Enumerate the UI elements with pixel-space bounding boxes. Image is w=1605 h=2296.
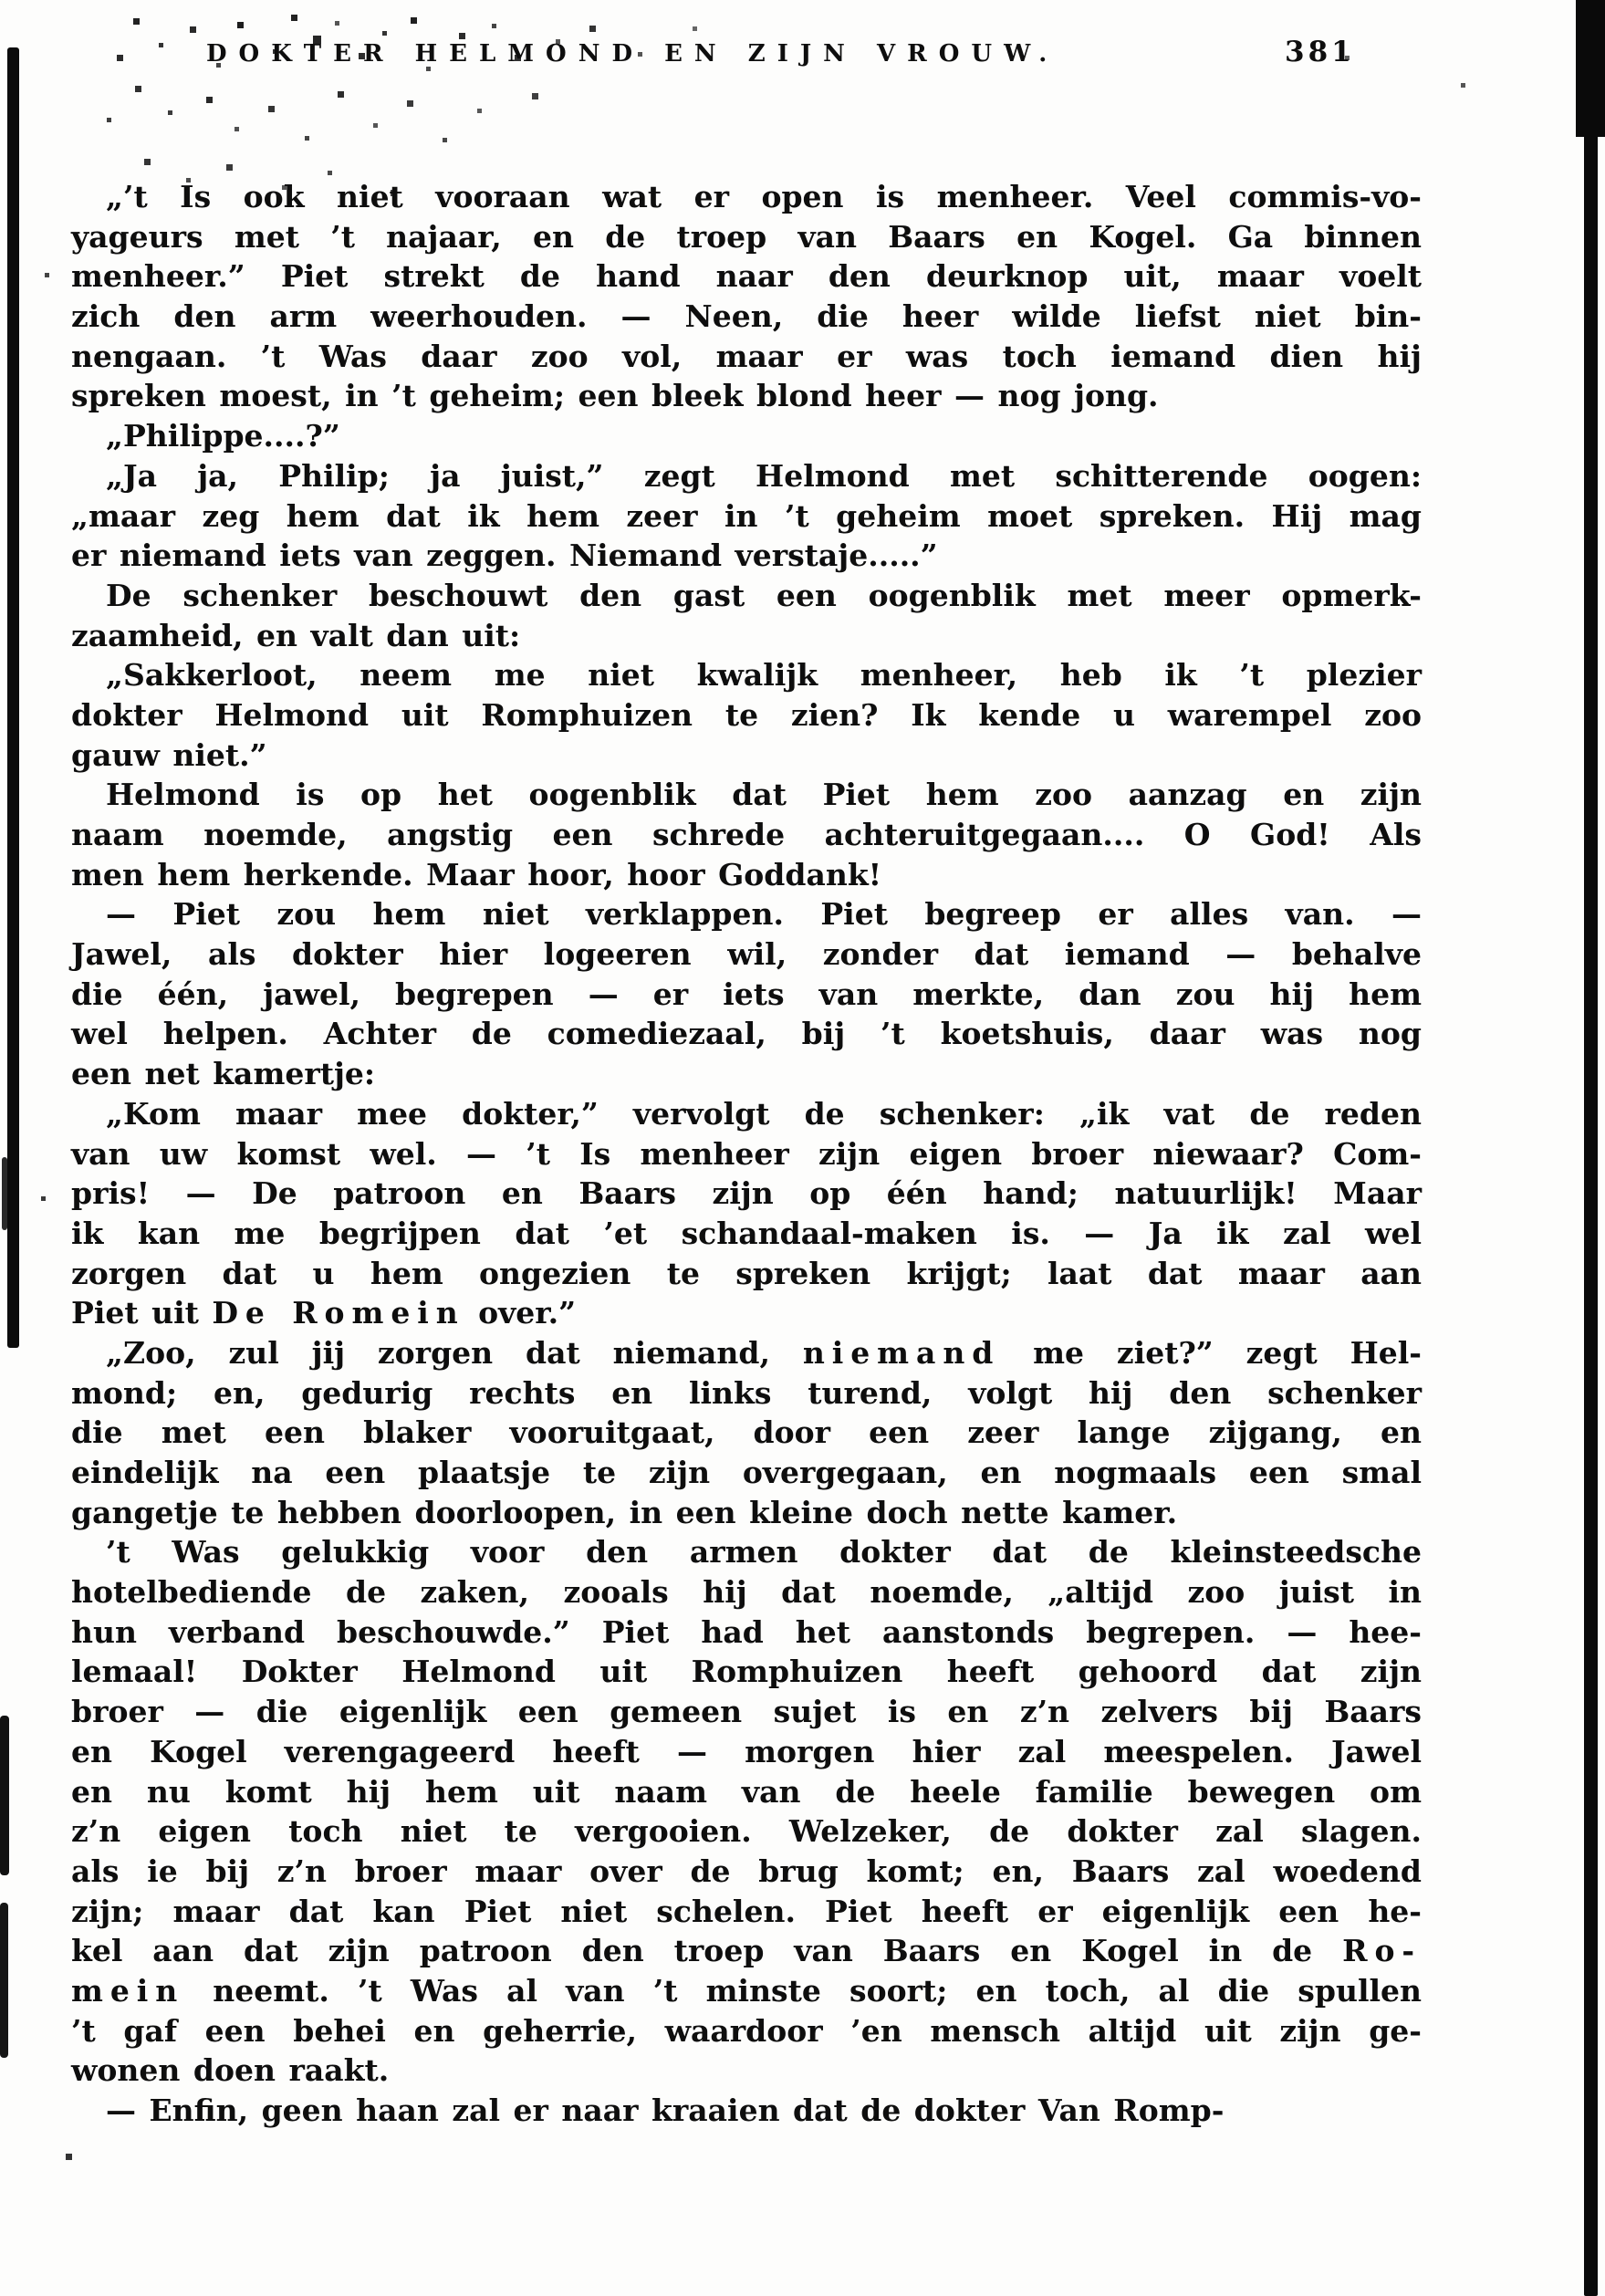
text-line (71, 1971, 1422, 2011)
left-margin-ink-blot (0, 1716, 9, 1875)
text-line (71, 775, 1422, 815)
text-line (71, 695, 1422, 736)
text-line (71, 576, 1422, 616)
text-line (71, 1612, 1422, 1653)
text-segment: nengaan. ’t Was daar zoo vol, maar er was toch iemand dien hij (71, 338, 1422, 374)
text-segment: zorgen dat u hem ongezien te spreken krijgt; laat dat maar aan (71, 1255, 1422, 1291)
text-line (71, 376, 1422, 416)
scan-noise-speckles (0, 0, 3, 3)
left-margin-ink-blot (0, 1903, 8, 2058)
text-segment: over.” (464, 1295, 577, 1331)
text-segment: Helmond is op het oogenblik dat Piet hem zoo aanzag en zijn (106, 777, 1422, 813)
text-line (71, 975, 1422, 1015)
text-segment: gangetje te hebben doorloopen, in een kleine doch nette kamer. (71, 1494, 1178, 1530)
text-line (71, 655, 1422, 695)
letterspaced-text: De Romein (212, 1295, 465, 1331)
text-line (71, 1254, 1422, 1294)
text-segment: zich den arm weerhouden. — Neen, die heer wilde liefst niet bin- (71, 298, 1422, 335)
text-line (71, 855, 1422, 895)
text-line (71, 177, 1422, 217)
letterspaced-text: mein (71, 1972, 185, 2009)
text-line (71, 2091, 1422, 2131)
text-segment: „Sakkerloot, neem me niet kwalijk menheer, heb ik ’t plezier (106, 657, 1422, 694)
text-line (71, 217, 1422, 257)
text-line (71, 1732, 1422, 1772)
text-line (71, 1931, 1422, 1971)
text-segment: zaamheid, en valt dan uit: (71, 617, 521, 653)
text-line (71, 1772, 1422, 1812)
text-segment: yageurs met ’t najaar, en de troep van Baars en Kogel. Ga binnen (71, 218, 1422, 255)
text-segment: ik kan me begrijpen dat ’et schandaal-maken is. — Ja ik zal wel (71, 1215, 1422, 1251)
text-segment: „’t Is ook niet vooraan wat er open is menheer. Veel commis-vo- (106, 179, 1422, 214)
text-segment: en Kogel verengageerd heeft — morgen hier zal meespelen. Jawel (71, 1733, 1422, 1769)
text-segment: „Kom maar mee dokter,” vervolgt de schenker: „ik vat de reden (106, 1095, 1422, 1132)
text-segment: „Zoo, zul jij zorgen dat niemand, (106, 1334, 803, 1371)
text-line (71, 1373, 1422, 1414)
left-margin-ink-blot (2, 1157, 7, 1230)
text-line (71, 934, 1422, 975)
text-segment: en nu komt hij hem uit naam van de heele familie bewegen om (71, 1773, 1422, 1810)
text-line (71, 1453, 1422, 1493)
text-segment: die met een blaker vooruitgaat, door een zeer lange zijgang, en (71, 1414, 1422, 1451)
right-margin-scan-rule (1584, 0, 1598, 2296)
text-line (71, 1652, 1422, 1692)
letterspaced-text: Ro- (1342, 1933, 1422, 1969)
text-line (71, 536, 1422, 576)
text-line (71, 1214, 1422, 1254)
text-line (71, 1333, 1422, 1373)
text-segment: ’t Was gelukkig voor den armen dokter dat de kleinsteedsche (106, 1534, 1422, 1571)
text-line (71, 1134, 1422, 1174)
text-line (71, 1572, 1422, 1612)
page-number: 381 (1285, 36, 1355, 68)
text-segment: Piet uit (71, 1295, 213, 1331)
text-line (71, 2051, 1422, 2091)
text-segment: ’t gaf een behei en geherrie, waardoor ’en mensch altijd uit zijn ge- (71, 2012, 1422, 2049)
text-line (71, 1054, 1422, 1094)
text-line (71, 1094, 1422, 1134)
text-segment: — Piet zou hem niet verklappen. Piet begreep er alles van. — (106, 896, 1422, 933)
text-segment: — Enfin, geen haan zal er naar kraaien dat de dokter Van Romp- (106, 2092, 1225, 2128)
text-segment: „Ja ja, Philip; ja juist,” zegt Helmond met schitterende oogen: (106, 457, 1422, 494)
text-segment: wonen doen raakt. (71, 2052, 390, 2089)
text-line (71, 1692, 1422, 1732)
text-line (71, 616, 1422, 656)
text-segment: Jawel, als dokter hier logeeren wil, zonder dat iemand — behalve (71, 936, 1422, 973)
text-segment: pris! — De patroon en Baars zijn op één hand; natuurlijk! Maar (71, 1175, 1422, 1212)
text-segment: als ie bij z’n broer maar over de brug komt; en, Baars zal woedend (71, 1852, 1422, 1889)
text-segment: die één, jawel, begrepen — er iets van merkte, dan zou hij hem (71, 976, 1422, 1012)
text-line (71, 337, 1422, 377)
text-line (71, 496, 1422, 537)
text-line (71, 1174, 1422, 1214)
text-segment: van uw komst wel. — ’t Is menheer zijn eigen broer niewaar? Com- (71, 1135, 1422, 1172)
text-line (71, 1532, 1422, 1572)
text-segment: gauw niet.” (71, 736, 267, 773)
text-segment: zijn; maar dat kan Piet niet schelen. Piet heeft er eigenlijk een he- (71, 1893, 1422, 1929)
text-line (71, 1892, 1422, 1932)
text-segment: me ziet?” zegt Hel- (1000, 1334, 1422, 1371)
text-segment: er niemand iets van zeggen. Niemand verstaje.....” (71, 537, 938, 574)
running-header-title: DOKTER HELMOND EN ZIJN VROUW. (206, 40, 1059, 68)
text-segment: mond; en, gedurig rechts en links turend, volgt hij den schenker (71, 1374, 1422, 1411)
text-line (71, 1811, 1422, 1852)
text-line (71, 1852, 1422, 1892)
text-line (71, 256, 1422, 297)
letterspaced-text: niemand (802, 1334, 1001, 1371)
text-segment: menheer.” Piet strekt de hand naar den deurknop uit, maar voelt (71, 258, 1422, 295)
text-segment: lemaal! Dokter Helmond uit Romphuizen heeft gehoord dat zijn (71, 1654, 1422, 1690)
text-line (71, 815, 1422, 855)
text-segment: hotelbediende de zaken, zooals hij dat noemde, „altijd zoo juist in (71, 1574, 1422, 1611)
text-segment: „maar zeg hem dat ik hem zeer in ’t geheim moet spreken. Hij mag (71, 497, 1422, 534)
text-line (71, 416, 1422, 456)
left-margin-scan-rule (7, 47, 19, 1348)
text-segment: eindelijk na een plaatsje te zijn overgegaan, en nogmaals een smal (71, 1455, 1422, 1490)
text-segment: kel aan dat zijn patroon den troep van Baars en Kogel in de (71, 1933, 1343, 1969)
text-segment: wel helpen. Achter de comediezaal, bij ’t koetshuis, daar was nog (71, 1016, 1422, 1052)
text-line (71, 297, 1422, 337)
text-line (71, 1493, 1422, 1533)
text-line (71, 1014, 1422, 1054)
text-segment: broer — die eigenlijk een gemeen sujet is en z’n zelvers bij Baars (71, 1694, 1422, 1730)
text-segment: neemt. ’t Was al van ’t minste soort; en toch, al die spullen (184, 1972, 1422, 2009)
text-line (71, 2011, 1422, 2051)
text-segment: een net kamertje: (71, 1056, 376, 1092)
text-segment: hun verband beschouwde.” Piet had het aanstonds begrepen. — hee- (71, 1613, 1422, 1650)
text-line (71, 1413, 1422, 1453)
text-line (71, 736, 1422, 776)
text-segment: spreken moest, in ’t geheim; een bleek blond heer — nog jong. (71, 378, 1159, 414)
text-line (71, 1293, 1422, 1333)
text-segment: De schenker beschouwt den gast een oogenblik met meer opmerk- (106, 577, 1422, 613)
text-line (71, 894, 1422, 934)
text-segment: dokter Helmond uit Romphuizen te zien? Ik kende u warempel zoo (71, 696, 1422, 733)
text-segment: „Philippe....?” (106, 418, 340, 454)
text-segment: men hem herkende. Maar hoor, hoor Goddank! (71, 856, 882, 892)
right-margin-scan-rule-top (1576, 0, 1605, 137)
text-segment: z’n eigen toch niet te vergooien. Welzeker, de dokter zal slagen. (71, 1813, 1422, 1850)
text-line (71, 456, 1422, 496)
text-segment: naam noemde, angstig een schrede achteruitgegaan.... O God! Als (71, 817, 1422, 852)
text-block (71, 177, 1422, 2131)
